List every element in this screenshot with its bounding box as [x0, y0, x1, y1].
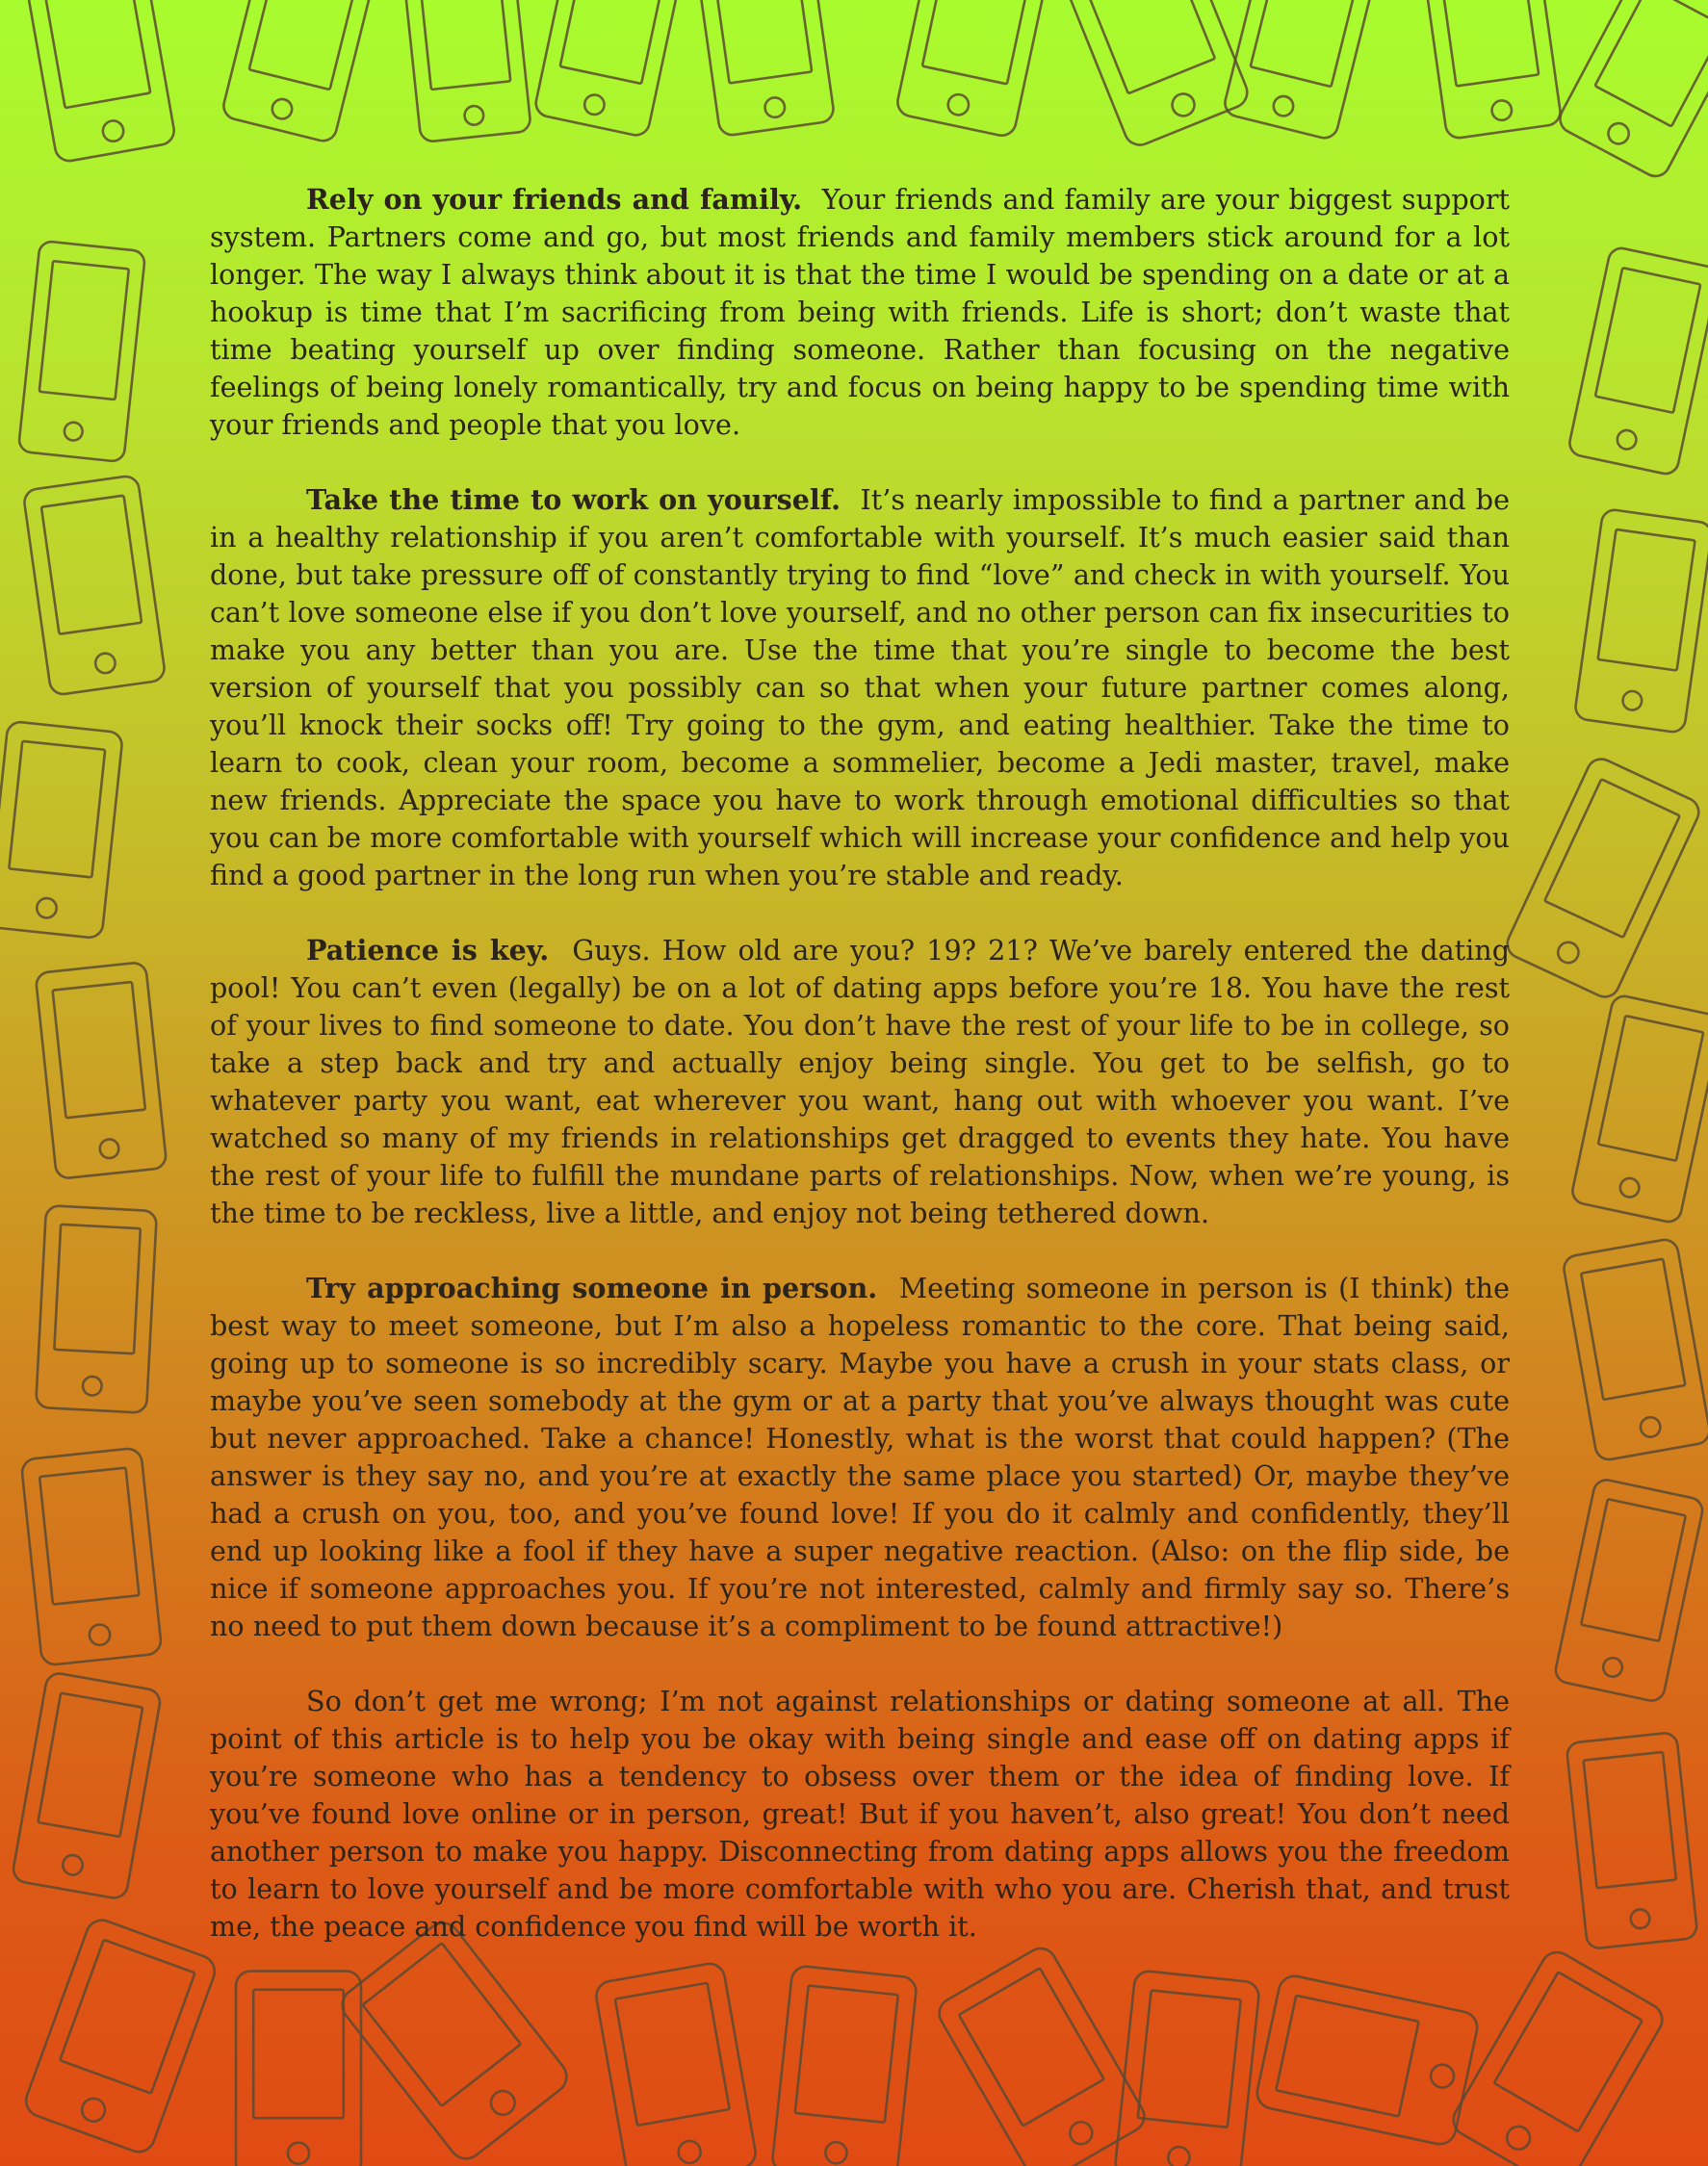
phone-outline-icon — [36, 1205, 157, 1413]
phone-outline-icon — [1063, 0, 1252, 149]
phone-outline-icon — [1562, 1238, 1708, 1462]
paragraph-work-on-yourself — [210, 481, 1510, 894]
paragraph-body: Your friends and family are your biggest support system. Partners come and go, but most friends and family members stick around for a lot longer. The way I always think about it is that the time I would be spending on a date or at a hookup is time that I’m sacrificing from being with friends. Life is short; don’t waste that time beating yourself up over finding someone. Rather than focusing on the negative feelings of being lonely romantically, try and focus on being happy to be spending time with your friends and people that you love. — [210, 183, 1510, 441]
phone-outline-icon — [336, 1917, 574, 2166]
paragraph-friends-family — [210, 181, 1510, 444]
paragraph-lead: Rely on your friends and family. — [306, 183, 803, 216]
paragraph-lead: Take the time to work on yourself. — [306, 483, 841, 516]
phone-outline-icon — [1255, 1973, 1481, 2148]
phone-outline-icon — [1114, 1970, 1260, 2166]
phone-outline-icon — [220, 0, 375, 143]
phone-outline-icon — [1567, 245, 1708, 476]
phone-outline-icon — [1553, 1478, 1704, 1703]
paragraph-body: It’s nearly impossible to find a partner and be in a healthy relationship if you aren’t comfortable with yourself. It’s much easier said than done, but take pressure off of constantly trying to find “love” and check in with yourself. You can’t love someone else if you don’t love yourself, and no other person can fix insecurities to make you any better than you are. Use the time that you’re single to become the best version of yourself that you possibly can so that when your future partner comes along, you’ll knock their socks off! Try going to the gym, and eating healthier. Take the time to learn to cook, clean your room, become a sommelier, become a Jedi master, travel, make new friends. Appreciate the space you have to work through emotional difficulties so that you can be more comfortable with yourself which will increase your confidence and help you find a good partner in the long run when you’re stable and ready. — [210, 483, 1511, 891]
phone-outline-icon — [895, 0, 1050, 138]
phone-outline-icon — [1503, 755, 1703, 1002]
phone-outline-icon — [26, 0, 176, 163]
phone-outline-icon — [1566, 1732, 1698, 1949]
phone-outline-icon — [594, 1961, 758, 2166]
phone-outline-icon — [23, 475, 167, 696]
phone-outline-icon — [0, 721, 123, 939]
phone-outline-icon — [18, 241, 145, 462]
phone-outline-icon — [771, 1965, 918, 2166]
phone-outline-icon — [36, 962, 168, 1179]
phone-outline-icon — [1555, 0, 1708, 181]
phone-outline-icon — [12, 1671, 162, 1899]
paragraph-body: Meeting someone in person is (I think) the best way to meet someone, but I’m also a hopeless romantic to the core. That being said, going up to someone is so incredibly scary. Maybe you have a crush in your stats class, or maybe you’ve seen somebody at the gym or at a party that you’ve always thought was cute but never approached. Take a chance! Honestly, what is the worst that could happen? (The answer is they say no, and you’re at exactly the same place you started) Or, maybe they’ve had a crush on you, too, and you’ve found love! If you do it calmly and confidently, they’ll end up looking like a fool if they have a super negative reaction. (Also: on the flip side, be nice if someone approaches you. If you’re not interested, calmly and firmly say so. There’s no need to put them down because it’s a compliment to be found attractive!) — [210, 1272, 1511, 1642]
phone-outline-icon — [1423, 0, 1563, 140]
phone-outline-icon — [402, 0, 531, 142]
phone-outline-icon — [1574, 508, 1708, 734]
paragraph-lead: Try approaching someone in person. — [306, 1272, 878, 1304]
paragraph-patience — [210, 932, 1510, 1232]
paragraph-lead: Patience is key. — [306, 934, 550, 967]
phone-outline-icon — [696, 0, 836, 137]
phone-outline-icon — [1570, 993, 1708, 1224]
paragraph-conclusion — [210, 1683, 1510, 1946]
phone-outline-icon — [21, 1916, 219, 2156]
phone-outline-icon — [1222, 0, 1377, 141]
phone-outline-icon — [1448, 1947, 1669, 2166]
paragraph-approach-in-person — [210, 1270, 1510, 1645]
paragraph-body: Guys. How old are you? 19? 21? We’ve barely entered the dating pool! You can’t even (legally) be on a lot of dating apps before you’re 18. You have the rest of your lives to find someone to date. You don’t have the rest of your life to be in college, so take a step back and try and actually enjoy being single. You get to be selfish, go to whatever party you want, eat wherever you want, hang out with whoever you want. I’ve watched so many of my friends in relationships get dragged to events they hate. You have the rest of your life to fulfill the mundane parts of relationships. Now, when we’re young, is the time to be reckless, live a little, and enjoy not being tethered down. — [210, 934, 1511, 1229]
phone-outline-icon — [533, 0, 684, 138]
paragraph-body: So don’t get me wrong; I’m not against relationships or dating someone at all. The point of this article is to help you be okay with being single and ease off on dating apps if you’re someone who has a tendency to obsess over them or the idea of finding love. If you’ve found love online or in person, great! But if you haven’t, also great! You don’t need another person to make you happy. Disconnecting from dating apps allows you the freedom to learn to love yourself and be more comfortable with who you are. Cherish that, and trust me, the peace and confidence you find will be worth it. — [210, 1685, 1510, 1943]
phone-outline-icon — [21, 1448, 163, 1666]
article-body — [210, 181, 1510, 1946]
